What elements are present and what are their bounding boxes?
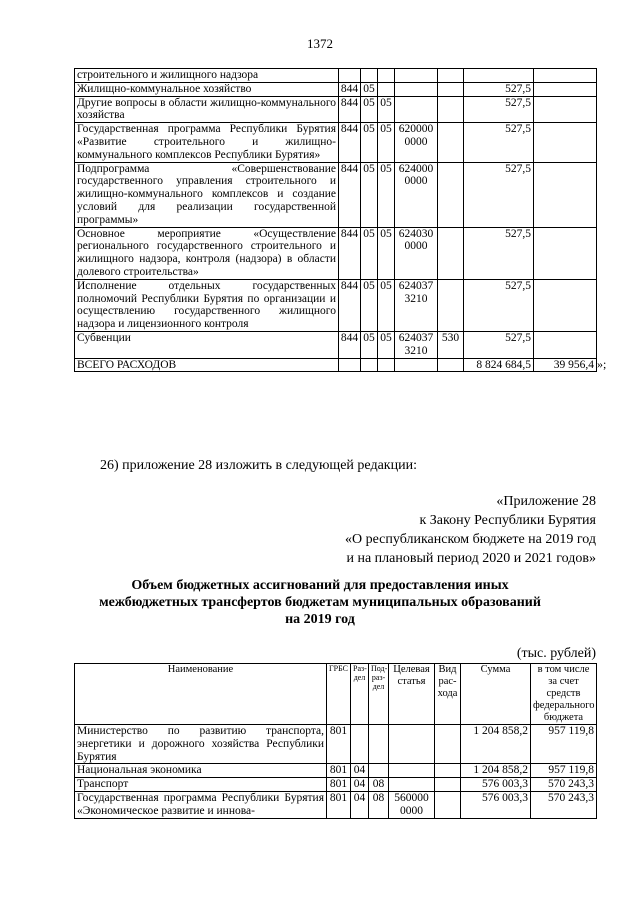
row-grbs: 801	[327, 791, 351, 818]
row-podrazdel: 05	[378, 227, 395, 279]
row-federal-share	[534, 331, 597, 358]
header-target-article: Целевая статья	[389, 664, 435, 725]
row-federal-share: 957 119,8	[531, 764, 597, 778]
row-federal-share: 570 243,3	[531, 778, 597, 792]
row-sum: 527,5	[464, 82, 534, 96]
row-expense-type	[438, 358, 464, 372]
row-federal-share	[534, 82, 597, 96]
annex-line-3: «О республиканском бюджете на 2019 год	[345, 532, 596, 547]
row-name: Исполнение отдельных государственных полномочий Республики Бурятия по организации и осуществлению государственного жилищного надзора и лицензионного контроля	[75, 279, 339, 331]
table-row	[75, 123, 597, 162]
units-label: (тыс. рублей)	[516, 646, 596, 661]
closing-quote-mark: »;	[597, 357, 607, 371]
row-razdel: 05	[361, 227, 378, 279]
row-expense-type	[435, 778, 461, 792]
row-target-article	[395, 96, 438, 123]
row-expense-type	[438, 279, 464, 331]
row-sum: 576 003,3	[461, 778, 531, 792]
annex-line-2: к Закону Республики Бурятия	[419, 513, 596, 528]
row-target-article: 624000 0000	[395, 162, 438, 227]
header-name: Наименование	[75, 664, 327, 725]
row-sum: 576 003,3	[461, 791, 531, 818]
header-expense-type: Вид рас-хода	[435, 664, 461, 725]
row-expense-type	[438, 96, 464, 123]
table-row	[75, 162, 597, 227]
table-row	[75, 227, 597, 279]
row-razdel	[351, 725, 369, 764]
row-name: строительного и жилищного надзора	[75, 69, 339, 83]
row-name: Жилищно-коммунальное хозяйство	[75, 82, 339, 96]
header-razdel: Раз-дел	[351, 664, 369, 725]
annex-line-1: «Приложение 28	[496, 494, 596, 509]
row-podrazdel: 05	[378, 331, 395, 358]
row-podrazdel	[378, 82, 395, 96]
row-podrazdel: 05	[378, 123, 395, 162]
row-grbs: 801	[327, 764, 351, 778]
row-grbs: 801	[327, 778, 351, 792]
annex-reference	[345, 492, 596, 568]
table-row	[75, 725, 597, 764]
row-sum: 527,5	[464, 123, 534, 162]
row-grbs	[339, 69, 361, 83]
row-expense-type	[438, 69, 464, 83]
row-podrazdel	[378, 69, 395, 83]
row-name: Национальная экономика	[75, 764, 327, 778]
row-razdel: 05	[361, 82, 378, 96]
row-podrazdel	[378, 358, 395, 372]
row-name: Министерство по развитию транспорта, энергетики и дорожного хозяйства Республики Бурятия	[75, 725, 327, 764]
row-razdel: 05	[361, 123, 378, 162]
row-target-article: 624037 3210	[395, 279, 438, 331]
row-razdel: 04	[351, 791, 369, 818]
row-podrazdel	[369, 764, 389, 778]
row-sum: 527,5	[464, 331, 534, 358]
row-grbs: 844	[339, 279, 361, 331]
table-row	[75, 331, 597, 358]
table-row	[75, 82, 597, 96]
table-row	[75, 764, 597, 778]
table-row	[75, 791, 597, 818]
row-federal-share: 957 119,8	[531, 725, 597, 764]
row-grbs	[339, 358, 361, 372]
row-razdel	[361, 358, 378, 372]
row-razdel: 05	[361, 331, 378, 358]
annex-line-4: и на плановый период 2020 и 2021 годов»	[346, 551, 596, 566]
row-target-article	[389, 764, 435, 778]
row-target-article: 624037 3210	[395, 331, 438, 358]
row-name: Подпрограмма «Совершенствование государственного управления строительного и жилищно-коммунального комплексов и создание условий для реализации государственной программы»	[75, 162, 339, 227]
row-target-article	[389, 725, 435, 764]
row-razdel	[361, 69, 378, 83]
document-title	[70, 577, 570, 628]
row-federal-share	[534, 227, 597, 279]
amendment-paragraph: 26) приложение 28 изложить в следующей редакции:	[100, 458, 417, 473]
row-name: Транспорт	[75, 778, 327, 792]
transfers-table	[74, 663, 597, 819]
row-name: Субвенции	[75, 331, 339, 358]
row-target-article	[395, 358, 438, 372]
row-expense-type: 530	[438, 331, 464, 358]
row-expense-type	[435, 791, 461, 818]
table-row	[75, 279, 597, 331]
row-razdel: 05	[361, 162, 378, 227]
row-target-article	[389, 778, 435, 792]
table-header-row	[75, 664, 597, 725]
row-federal-share	[534, 96, 597, 123]
expenses-table-continued	[74, 68, 597, 372]
row-target-article: 560000 0000	[389, 791, 435, 818]
row-razdel: 05	[361, 96, 378, 123]
row-name: ВСЕГО РАСХОДОВ	[75, 358, 339, 372]
row-federal-share	[534, 162, 597, 227]
table-row	[75, 358, 597, 372]
row-target-article	[395, 69, 438, 83]
table-row	[75, 778, 597, 792]
row-sum: 1 204 858,2	[461, 725, 531, 764]
header-podrazdel: Под-раз-дел	[369, 664, 389, 725]
row-name: Основное мероприятие «Осуществление регионального государственного строительного и жилищного надзора, контроля (надзора) в области долевого строительства»	[75, 227, 339, 279]
row-razdel: 04	[351, 764, 369, 778]
header-sum: Сумма	[461, 664, 531, 725]
row-grbs: 844	[339, 331, 361, 358]
title-line-2: межбюджетных трансфертов бюджетам муниципальных образований	[99, 595, 541, 610]
table-row	[75, 69, 597, 83]
row-federal-share	[534, 123, 597, 162]
row-sum: 527,5	[464, 162, 534, 227]
row-federal-share	[534, 69, 597, 83]
row-expense-type	[435, 764, 461, 778]
row-sum: 527,5	[464, 96, 534, 123]
page-number: 1372	[307, 36, 333, 51]
row-grbs: 844	[339, 96, 361, 123]
title-line-1: Объем бюджетных ассигнований для предоставления иных	[131, 578, 509, 593]
row-target-article: 620000 0000	[395, 123, 438, 162]
row-razdel: 05	[361, 279, 378, 331]
row-expense-type	[438, 227, 464, 279]
row-podrazdel: 08	[369, 791, 389, 818]
row-grbs: 844	[339, 82, 361, 96]
row-federal-share	[534, 279, 597, 331]
row-grbs: 844	[339, 227, 361, 279]
row-sum	[464, 69, 534, 83]
row-target-article: 624030 0000	[395, 227, 438, 279]
title-line-3: на 2019 год	[285, 612, 355, 627]
row-podrazdel: 05	[378, 96, 395, 123]
row-podrazdel	[369, 725, 389, 764]
table-row	[75, 96, 597, 123]
row-razdel: 04	[351, 778, 369, 792]
row-target-article	[395, 82, 438, 96]
row-expense-type	[435, 725, 461, 764]
row-sum: 527,5	[464, 227, 534, 279]
row-grbs: 844	[339, 162, 361, 227]
row-expense-type	[438, 123, 464, 162]
row-grbs: 801	[327, 725, 351, 764]
row-podrazdel: 08	[369, 778, 389, 792]
row-name: Государственная программа Республики Бурятия «Экономическое развитие и иннова-	[75, 791, 327, 818]
header-grbs: ГРБС	[327, 664, 351, 725]
row-name: Государственная программа Республики Бурятия «Развитие строительного и жилищно-коммунального комплексов Республики Бурятия»	[75, 123, 339, 162]
row-sum: 8 824 684,5	[464, 358, 534, 372]
row-podrazdel: 05	[378, 162, 395, 227]
row-grbs: 844	[339, 123, 361, 162]
row-podrazdel: 05	[378, 279, 395, 331]
row-sum: 527,5	[464, 279, 534, 331]
header-federal-share: в том числе за счет средств федерального бюджета	[531, 664, 597, 725]
row-federal-share: 570 243,3	[531, 791, 597, 818]
row-expense-type	[438, 162, 464, 227]
row-federal-share: 39 956,4	[534, 358, 597, 372]
row-sum: 1 204 858,2	[461, 764, 531, 778]
row-expense-type	[438, 82, 464, 96]
row-name: Другие вопросы в области жилищно-коммунального хозяйства	[75, 96, 339, 123]
